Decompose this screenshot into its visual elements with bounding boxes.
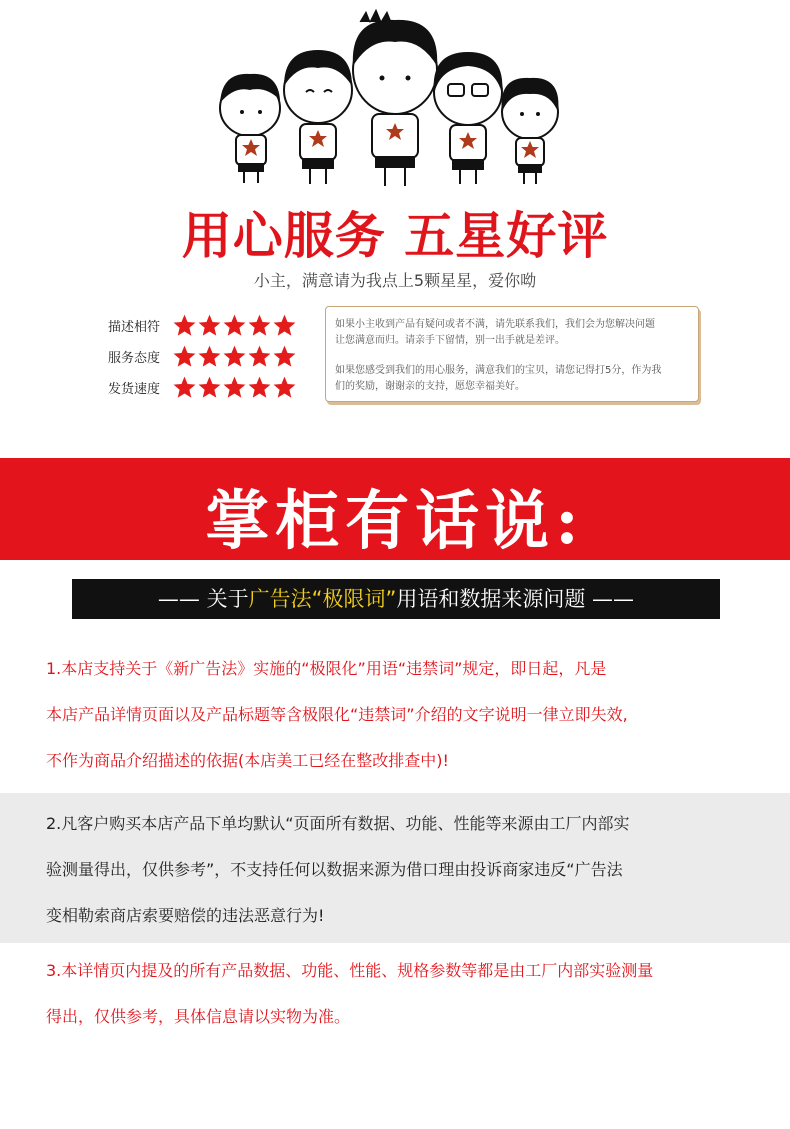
star-icon — [247, 313, 272, 338]
kid-3 — [353, 10, 437, 186]
kid-5 — [502, 78, 559, 184]
rating-row-service — [108, 341, 297, 372]
kid-2 — [284, 50, 352, 184]
star-icon — [197, 375, 222, 400]
kid-1 — [220, 74, 280, 183]
notice-line: 1.本店支持关于《新广告法》实施的“极限化”用语“违禁词”规定，即日起，凡是 — [46, 659, 607, 678]
bar-text-rest: 用语和数据来源问题 —— — [396, 587, 635, 611]
subhead: 小主，满意请为我点上5颗星星，爱你呦 — [253, 271, 537, 290]
note-paragraph-1 — [335, 317, 689, 349]
bar-text-prefix: —— 关于 — [157, 587, 249, 611]
rating-label: 服务态度 — [108, 351, 161, 366]
note-paragraph-2 — [335, 363, 689, 395]
notice-line: 变相勒索商店索要赔偿的违法恶意行为! — [46, 906, 325, 925]
banner-title: 掌柜有话说: — [205, 484, 585, 559]
ad-law-title-bar — [72, 579, 720, 619]
star-icon — [222, 344, 247, 369]
star-rating — [172, 313, 297, 338]
notice-paragraph-2 — [46, 801, 766, 939]
notice-box — [325, 306, 699, 402]
notice-paragraph-1 — [46, 646, 766, 784]
note-line: 让您满意而归。请亲手下留情，别一出手就是差评。 — [335, 335, 565, 346]
star-rating — [172, 375, 297, 400]
star-icon — [247, 344, 272, 369]
notice-section-3 — [0, 946, 790, 1051]
star-icon — [272, 344, 297, 369]
star-icon — [197, 344, 222, 369]
star-icon — [222, 375, 247, 400]
star-icon — [172, 313, 197, 338]
rating-label: 描述相符 — [108, 320, 161, 335]
star-icon — [247, 375, 272, 400]
notice-line: 不作为商品介绍描述的依据(本店美工已经在整改排查中)! — [46, 751, 449, 770]
notice-line: 3.本详情页内提及的所有产品数据、功能、性能、规格参数等都是由工厂内部实验测量 — [46, 961, 654, 980]
star-icon — [222, 313, 247, 338]
headline: 用心服务 五星好评 — [181, 206, 609, 265]
notice-line: 本店产品详情页面以及产品标题等含极限化“违禁词”介绍的文字说明一律立即失效, — [46, 705, 628, 724]
note-line: 如果小主收到产品有疑问或者不满，请先联系我们，我们会为您解决问题 — [335, 319, 655, 330]
cartoon-kids-illustration — [210, 8, 580, 190]
kid-4 — [434, 52, 503, 184]
rating-label: 发货速度 — [108, 382, 161, 397]
rating-row-shipping — [108, 372, 297, 403]
star-icon — [272, 313, 297, 338]
notice-line: 验测量得出，仅供参考”，不支持任何以数据来源为借口理由投诉商家违反“广告法 — [46, 860, 623, 879]
notice-line: 得出，仅供参考，具体信息请以实物为准。 — [46, 1007, 351, 1026]
star-icon — [172, 344, 197, 369]
star-rating — [172, 344, 297, 369]
notice-section-2 — [0, 793, 790, 943]
note-line: 如果您感受到我们的用心服务，满意我们的宝贝，请您记得打5分，作为我 — [335, 365, 662, 376]
notice-section-1 — [0, 640, 790, 790]
notice-line: 2.凡客户购买本店产品下单均默认“页面所有数据、功能、性能等来源由工厂内部实 — [46, 814, 630, 833]
star-icon — [272, 375, 297, 400]
rating-list — [108, 310, 297, 403]
star-icon — [172, 375, 197, 400]
bar-text-highlight: 广告法“极限词” — [248, 587, 397, 611]
note-line: 们的奖励，谢谢亲的支持，愿您幸福美好。 — [335, 381, 525, 392]
notice-paragraph-3 — [46, 948, 766, 1040]
rating-row-description — [108, 310, 297, 341]
star-icon — [197, 313, 222, 338]
